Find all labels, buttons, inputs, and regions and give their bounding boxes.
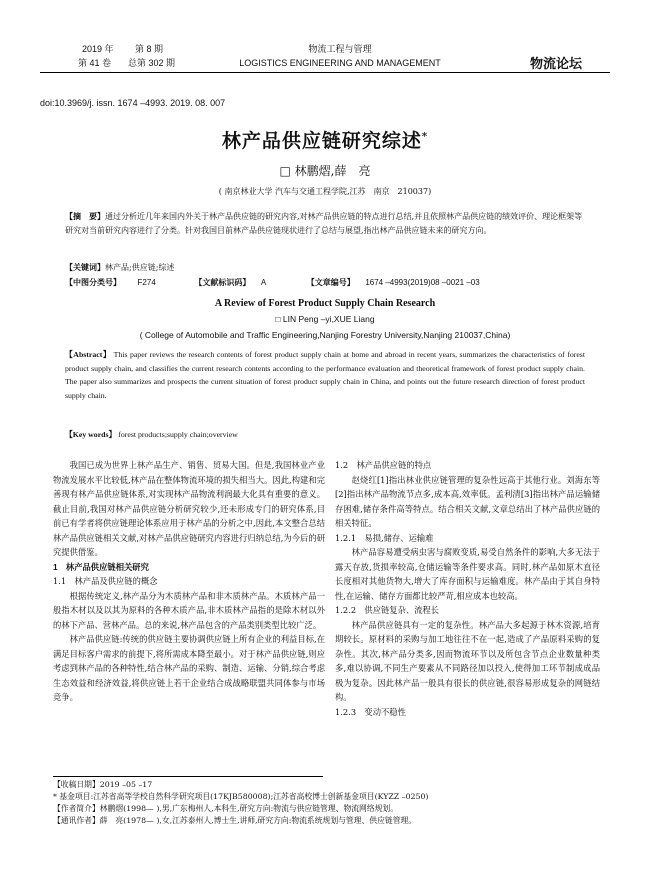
- section-1-2-2-heading: 1.2.2 供应链复杂、流程长: [335, 605, 440, 615]
- title-mark: *: [421, 131, 429, 143]
- clc-label: 【中图分类号】: [65, 277, 121, 287]
- english-abstract: [65, 348, 585, 402]
- footnote-fund: * 基金项目:江苏省高等学校自然科学研究项目(17KJB580008);江苏省高校博士创新基金项目(KYZZ –0250): [53, 792, 429, 801]
- right-p1: 赵烧红[1]指出林业供应链管理的复杂性远高于其他行业。刘海东等[2]指出林产品物流节点多,成本高,效率低。孟利清[3]指出林产品运输储存困难,储存条件高等特点。结合相关文献,文章总结出了林产品供应链的相关特征。: [335, 474, 600, 528]
- section-1-2-1-heading: 1.2.1 易损,储存、运输难: [335, 532, 434, 543]
- header-issue: 第 8 期: [135, 44, 164, 54]
- affiliation: ( 南京林业大学 汽车与交通工程学院,江苏 南京 210037): [218, 187, 432, 196]
- column-name: 物流论坛: [530, 56, 583, 71]
- header-total: 总第 302 期: [128, 58, 176, 68]
- authors: □ 林鹏熠,薛 亮: [279, 164, 371, 178]
- footnotes: [53, 779, 598, 827]
- section-1-1-heading: 1.1 林产品及供应链的概念: [53, 576, 158, 586]
- english-keywords-text: forest products;supply chain;overview: [118, 430, 238, 439]
- header-rule: [40, 72, 610, 73]
- doi: doi:10.3969/j. issn. 1674 –4993. 2019. 08. 007: [40, 98, 226, 108]
- abstract-cn: [65, 210, 585, 237]
- left-column: [53, 458, 325, 705]
- english-abstract-text: This paper reviews the research contents of forest product supply chain at home and abroad in recent years, summarizes the characteristics of forest product supply chain, and classifies the current research contents according to the performance evaluation and theoretical framework of forest product supply chain. The paper also summarizes and prospects the current situation of forest product supply chain in China, and points out the future research direction of forest product supply chain.: [65, 350, 585, 400]
- section-1-heading: 1 林产品供应链相关研究: [53, 561, 149, 572]
- left-p3: 林产品供应链:传统的供应链主要协调供应链上所有企业的利益目标,在满足目标客户需求的前提下,将所需成本降至最小。对于林产品供应链,则应考虑到林产品的各种特性,结合林产品的采购、制造、运输、分销,综合考虑生态效益和经济效益,将供应链上若干企业结合成战略联盟共同体参与市场竞争。: [53, 634, 325, 702]
- articleno-label: 【文章编号】: [306, 277, 355, 287]
- english-keywords: [65, 428, 585, 442]
- abstract-text: 通过分析近几年来国内外关于林产品供应链的研究内容,对林产品供应链的特点进行总结,并且依照林产品供应链的绩效评价、理论框架等研究对当前研究内容进行了分类。针对我国目前林产品供应链现状进行了总结与展望,指出林产品供应链未来的研究方向。: [65, 212, 583, 235]
- right-p2: 林产品容易遭受病虫害与腐败变质,易受自然条件的影响,大多无法于露天存放,货损率较高,仓储运输等条件要求高。同时,林产品如原木直径长度相对其他货物大,增大了库存面积与运输难度。林产品由于其自身特性,在运输、储存方面都比较严苛,相应成本也较高。: [335, 547, 600, 601]
- footnote-corresponding: 【通讯作者】薛 亮(1978— ),女,江苏泰州人,博士生,讲师,研究方向:物流系统规划与管理、供应链管理。: [53, 816, 417, 825]
- classification-row: [65, 277, 585, 288]
- right-p3: 林产品供应链具有一定的复杂性。林产品大多起源于林木资源,培育期较长。原材料的采购与加工地往往不在一起,造成了产品原料采购的复杂性。其次,林产品分类多,因而物流环节以及所包含节点企业数量种类多,难以协调,不同生产要素从不同路径加以投入,使得加工环节制成成品极为复杂。因此林产品一般具有很长的供应链,很容易形成复杂的网链结构。: [335, 619, 600, 702]
- page-title: [0, 126, 650, 153]
- footnote-divider: [53, 776, 323, 777]
- header-journal-cn: 物流工程与管理: [308, 44, 372, 54]
- section-1-2-heading: 1.2 林产品供应链的特点: [335, 460, 432, 470]
- doccode-label: 【文献标识码】: [194, 277, 251, 287]
- left-p2: 根据传统定义,林产品分为木质林产品和非木质林产品。木质林产品一般指木材以及以其为原料的各种木质产品,非木质林产品指的是除木材以外的林下产品、营林产品。总的来说,林产品包含的产品类别类型比较广泛。: [53, 590, 325, 630]
- section-1-2-3-heading: 1.2.3 变动不稳性: [335, 706, 406, 717]
- right-column: [335, 458, 600, 719]
- doccode-value: A: [260, 278, 267, 287]
- header-journal-en: LOGISTICS ENGINEERING AND MANAGEMENT: [239, 58, 441, 68]
- articleno-value: 1674 –4993(2019)08 –0021 –03: [365, 278, 480, 287]
- header-volume: 第 41 卷: [78, 58, 112, 68]
- english-abstract-label: 【Abstract】: [65, 350, 112, 359]
- english-title: A Review of Forest Product Supply Chain Research: [214, 298, 436, 309]
- footnote-author: 【作者简介】林鹏熠(1998— ),男,广东梅州人,本科生,研究方向:物流与供应链管理、物流网络规划。: [53, 804, 399, 813]
- english-authors: □ LIN Peng –yi,XUE Liang: [275, 314, 375, 324]
- keywords-text: 林产品;供应链;综述: [105, 263, 175, 272]
- left-p1: 我国已成为世界上林产品生产、销售、贸易大国。但是,我国林业产业物流发展水平比较低,林产品在整体物流环境的损失相当大。因此,构建和完善现有林产品供应链体系,对实现林产品物流利润最大化具有重要的意义。截止目前,我国对林产品供应链分析研究较少,还未形成专门的研究体系,目前已有学者将供应链理论体系应用于林产品的分析之中,因此,本文整合总结林产品供应链相关文献,对林产品供应链研究内容进行归纳总结,为今后的研究提供借鉴。: [53, 460, 325, 557]
- clc-value: F274: [137, 278, 156, 287]
- english-keywords-label: 【Key words】: [65, 430, 117, 439]
- keywords-cn: [65, 262, 174, 273]
- abstract-label: 【摘 要】: [65, 211, 105, 221]
- english-affiliation: ( College of Automobile and Traffic Engineering,Nanjing Forestry University,Nanjing 210037,China): [139, 330, 511, 340]
- title-text: 林产品供应链研究综述: [221, 130, 422, 152]
- keywords-label: 【关键词】: [65, 262, 105, 272]
- footnote-received: 【收稿日期】2019 –05 –17: [53, 780, 153, 789]
- header-year: 2019 年: [82, 44, 114, 54]
